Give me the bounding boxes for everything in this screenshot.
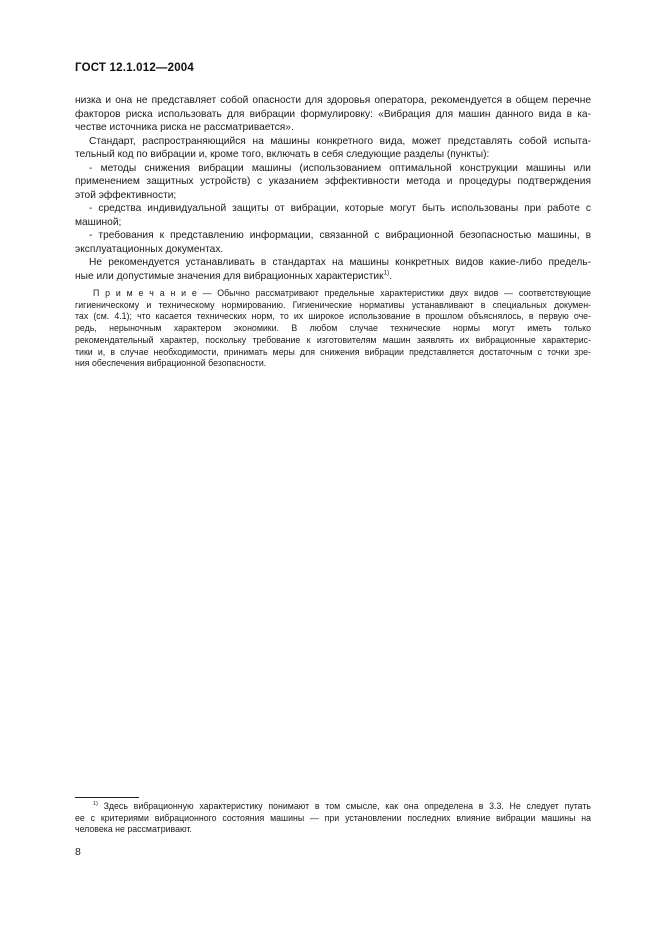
text-line: честве источника риска не рассматривается». xyxy=(75,122,294,133)
standard-code-header: ГОСТ 12.1.012—2004 xyxy=(75,62,194,74)
text-line: машиной; xyxy=(75,216,122,228)
text-line: рекомендательный характер, поскольку требование к изготовителям машин заявлять их вибрационные характерис- xyxy=(75,334,591,345)
text-line: применением защитных устройств) с указанием эффективности метода и процедуры подтверждения xyxy=(75,176,591,187)
footnote-reference: 1) xyxy=(93,801,98,808)
text-line: Не рекомендуется устанавливать в стандартах на машины конкретных видов какие-либо предель- xyxy=(89,257,591,268)
text-line: - средства индивидуальной защиты от вибрации, которые могут быть использованы при работе с xyxy=(89,203,591,214)
text-line: человека не рассматривают. xyxy=(75,824,192,835)
note-block xyxy=(75,288,591,370)
text-line: ния обеспечения вибрационной безопасности. xyxy=(75,358,267,369)
text-line: Стандарт, распространяющийся на машины конкретного вида, может представлять собой испыта- xyxy=(89,135,591,147)
text-line: - методы снижения вибрации машины (использованием оптимальной конструкции машины или xyxy=(89,162,591,174)
text-line: этой эффективности; xyxy=(75,189,177,201)
footnote-divider xyxy=(75,797,139,798)
text-line: тах (см. 4.1); что касается технических норм, то их широкое использование в прошлом объяснялось, в первую оче- xyxy=(75,311,591,322)
text-line: ные или допустимые значения для вибрационных характеристик$^{1)}$. xyxy=(75,269,393,282)
text-line: П р и м е ч а н и е — Обычно рассматривают предельные характеристики двух видов — соответствующие xyxy=(93,288,591,298)
text-line: ее с критериями вибрационного состояния машины — при установлении последних влияние вибрации машины на xyxy=(75,812,591,823)
body-text xyxy=(75,94,591,283)
text-line: эксплуатационных документах. xyxy=(75,243,224,255)
footnote-block xyxy=(75,801,591,836)
text-line: тики и, в случае необходимости, принимать меры для снижения вибрации представляется достаточным с точки зре- xyxy=(75,346,591,357)
text-line: факторов риска использовать для вибрации формулировку: «Вибрация для машин данного вида в ка- xyxy=(75,108,591,120)
text-line: гигиеническому и техническому нормированию. Гигиенические нормативы устанавливают в специальных докумен- xyxy=(75,299,591,310)
footnote-reference: 1) xyxy=(383,269,390,277)
text-line: низка и она не представляет собой опасности для здоровья оператора, рекомендуется в общем перечне xyxy=(75,95,591,106)
text-line: - требования к представлению информации, связанной с вибрационной безопасностью машины, в xyxy=(89,230,591,241)
text-line: тельный код по вибрации и, кроме того, включать в себя следующие разделы (пункты): xyxy=(75,149,490,160)
page-number: 8 xyxy=(75,846,81,858)
text-line: редь, нерыночным характером экономики. В любом случае технические нормы могут иметь только xyxy=(75,323,591,334)
text-line: $^{1)}$ Здесь вибрационную характеристику понимают в том смысле, как она определена в 3.3. Не следует путать xyxy=(93,801,591,811)
